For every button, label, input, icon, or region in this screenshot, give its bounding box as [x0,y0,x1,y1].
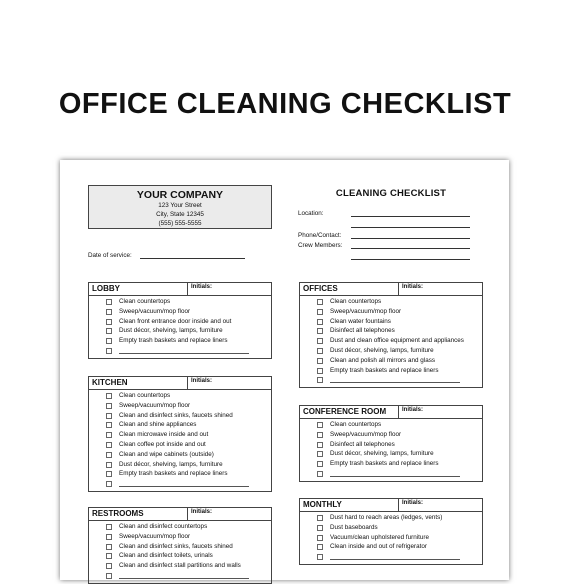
checklist-item-text: Clean countertops [119,392,171,399]
checklist-item-text: Clean and disinfect sinks, faucets shined [119,411,233,419]
checklist-item [300,326,482,336]
location-label: Location: [298,210,324,217]
checkbox[interactable] [106,299,112,305]
checkbox[interactable] [106,563,112,569]
checklist-item-text: Empty trash baskets and replace liners [330,366,439,374]
checkbox[interactable] [106,328,112,334]
checkbox[interactable] [317,422,323,428]
crew-members-line-2[interactable] [351,259,470,260]
checklist-item [89,307,271,317]
write-in-line[interactable] [330,382,460,383]
checklist-item-text: Clean and disinfect sinks, faucets shined [119,542,233,550]
checklist-item-text: Dust décor, shelving, lamps, furniture [119,327,223,335]
checklist-item-text: Disinfect all telephones [330,327,395,335]
blank-checklist-item [300,552,482,562]
checkbox[interactable] [106,534,112,540]
initials-label[interactable]: Initials: [398,406,483,418]
checklist-item-text: Empty trash baskets and replace liners [330,460,439,468]
section-monthly [299,498,483,565]
checklist-item [300,317,482,327]
checklist-item [300,420,482,430]
blank-checklist-item [89,571,271,581]
checklist-item-text: Clean countertops [119,298,171,305]
section-title: RESTROOMS [92,509,144,518]
checklist-item-text: Clean and shine appliances [119,421,197,429]
section-kitchen [88,376,272,492]
checklist-item-text: Clean and wipe cabinets (outside) [119,450,214,458]
checkbox[interactable] [317,309,323,315]
checklist-item-text: Clean and disinfect toilets, urinals [119,552,213,560]
write-in-line[interactable] [119,486,249,487]
checklist-item-text: Dust décor, shelving, lamps, furniture [330,346,434,354]
checklist-item [89,401,271,411]
initials-label[interactable]: Initials: [187,377,272,389]
section-title: CONFERENCE ROOM [303,407,387,416]
checklist-item [89,469,271,479]
checklist-item [300,356,482,366]
checklist-item [300,297,482,307]
location-line-2[interactable] [351,227,470,228]
checklist-title: CLEANING CHECKLIST [335,188,447,199]
checkbox[interactable] [317,461,323,467]
checkbox[interactable] [317,554,323,560]
checklist-item-text: Clean inside and out of refrigerator [330,543,427,551]
date-of-service-label: Date of service: [88,252,132,259]
checklist-item-text: Empty trash baskets and replace liners [119,470,228,478]
checklist-item-text: Sweep/vacuum/mop floor [330,430,402,438]
checklist-item [89,440,271,450]
company-info-box [88,185,272,229]
checkbox[interactable] [106,338,112,344]
checklist-item [89,551,271,561]
company-name: YOUR COMPANY [136,189,224,201]
checklist-item [89,542,271,552]
write-in-line[interactable] [330,476,460,477]
write-in-line[interactable] [119,353,249,354]
blank-checklist-item [300,469,482,479]
checkbox[interactable] [317,471,323,477]
blank-checklist-item [89,479,271,489]
checklist-item [300,430,482,440]
checklist-item [89,391,271,401]
checklist-item [300,366,482,376]
checklist-item [89,297,271,307]
checkbox[interactable] [317,432,323,438]
checklist-item-text: Clean countertops [330,298,382,305]
checklist-item-text: Clean and disinfect countertops [119,523,208,530]
crew-members-label: Crew Members: [298,242,343,249]
checklist-item [300,346,482,356]
crew-members-line[interactable] [351,248,470,249]
section-title: KITCHEN [92,378,128,387]
checklist-item-text: Sweep/vacuum/mop floor [330,307,402,315]
checklist-item [300,440,482,450]
checklist-item-text: Dust baseboards [330,523,378,531]
initials-label[interactable]: Initials: [398,283,483,295]
write-in-line[interactable] [119,578,249,579]
checklist-item [89,430,271,440]
checklist-item-text: Dust and clean office equipment and appliances [330,337,464,345]
company-city: City, State 12345 [156,211,204,218]
checkbox[interactable] [106,422,112,428]
checkbox[interactable] [317,338,323,344]
checkbox[interactable] [317,299,323,305]
phone-contact-label: Phone/Contact: [298,232,342,239]
checkbox[interactable] [106,481,112,487]
checkbox[interactable] [106,544,112,550]
phone-contact-line[interactable] [351,238,470,239]
checklist-item [300,542,482,552]
checkbox[interactable] [317,377,323,383]
section-conference-room [299,405,483,482]
checklist-item-text: Sweep/vacuum/mop floor [119,401,191,409]
checkbox[interactable] [106,309,112,315]
checklist-item-text: Clean countertops [330,421,382,428]
initials-label[interactable]: Initials: [187,508,272,520]
checklist-item [89,460,271,470]
checklist-item [300,513,482,523]
checkbox[interactable] [106,553,112,559]
section-title: OFFICES [303,284,338,293]
checklist-item-text: Dust décor, shelving, lamps, furniture [119,460,223,468]
checklist-item-text: Sweep/vacuum/mop floor [119,307,191,315]
company-phone: (555) 555-5555 [158,220,202,227]
checklist-item-text: Dust décor, shelving, lamps, furniture [330,450,434,458]
checklist-item [300,307,482,317]
checklist-item [300,336,482,346]
checkbox[interactable] [317,515,323,521]
checkbox[interactable] [106,573,112,579]
checklist-item-text: Clean coffee pot inside and out [119,440,206,448]
checklist-item-text: Vacuum/clean upholstered furniture [330,533,429,541]
checklist-item-text: Clean microwave inside and out [119,431,209,439]
checkbox[interactable] [106,471,112,477]
blank-checklist-item [300,375,482,385]
blank-checklist-item [89,346,271,356]
checkbox[interactable] [317,544,323,550]
checklist-item-text: Empty trash baskets and replace liners [119,337,228,345]
checklist-item-text: Clean front entrance door inside and out [119,317,232,325]
checkbox[interactable] [106,319,112,325]
initials-label[interactable]: Initials: [398,499,483,511]
section-offices [299,282,483,388]
checklist-item [300,459,482,469]
checkbox[interactable] [106,442,112,448]
checklist-item [89,420,271,430]
checkbox[interactable] [106,452,112,458]
checkbox[interactable] [317,442,323,448]
checklist-item [300,449,482,459]
checkbox[interactable] [106,403,112,409]
checkbox[interactable] [317,368,323,374]
checkbox[interactable] [317,358,323,364]
checkbox[interactable] [317,328,323,334]
checkbox[interactable] [317,348,323,354]
checklist-item-text: Clean and disinfect stall partitions and walls [119,562,241,570]
checklist-item [89,326,271,336]
checkbox[interactable] [106,413,112,419]
checkbox[interactable] [317,451,323,457]
company-street: 123 Your Street [158,202,202,209]
checklist-item-text: Dust hard to reach areas (ledges, vents) [330,514,443,521]
checkbox[interactable] [106,524,112,530]
checkbox[interactable] [317,535,323,541]
checklist-item [89,336,271,346]
date-of-service-line[interactable] [140,258,245,259]
section-title: MONTHLY [303,500,342,509]
checklist-document [60,160,509,580]
checkbox[interactable] [317,319,323,325]
initials-label[interactable]: Initials: [187,283,272,295]
section-lobby [88,282,272,359]
checklist-item [89,522,271,532]
checklist-item [300,523,482,533]
checkbox[interactable] [106,393,112,399]
checklist-item [89,532,271,542]
checklist-item [89,450,271,460]
page-headline: OFFICE CLEANING CHECKLIST [58,88,512,120]
checkbox[interactable] [106,462,112,468]
checklist-item [300,533,482,543]
location-line[interactable] [351,216,470,217]
checkbox[interactable] [106,432,112,438]
checklist-item-text: Clean water fountains [330,317,391,325]
checklist-item-text: Disinfect all telephones [330,440,395,448]
checklist-item [89,317,271,327]
checkbox[interactable] [317,525,323,531]
checklist-item-text: Sweep/vacuum/mop floor [119,532,191,540]
checklist-item-text: Clean and polish all mirrors and glass [330,356,435,364]
section-restrooms [88,507,272,584]
checkbox[interactable] [106,348,112,354]
section-title: LOBBY [92,284,120,293]
checklist-item [89,411,271,421]
write-in-line[interactable] [330,559,460,560]
